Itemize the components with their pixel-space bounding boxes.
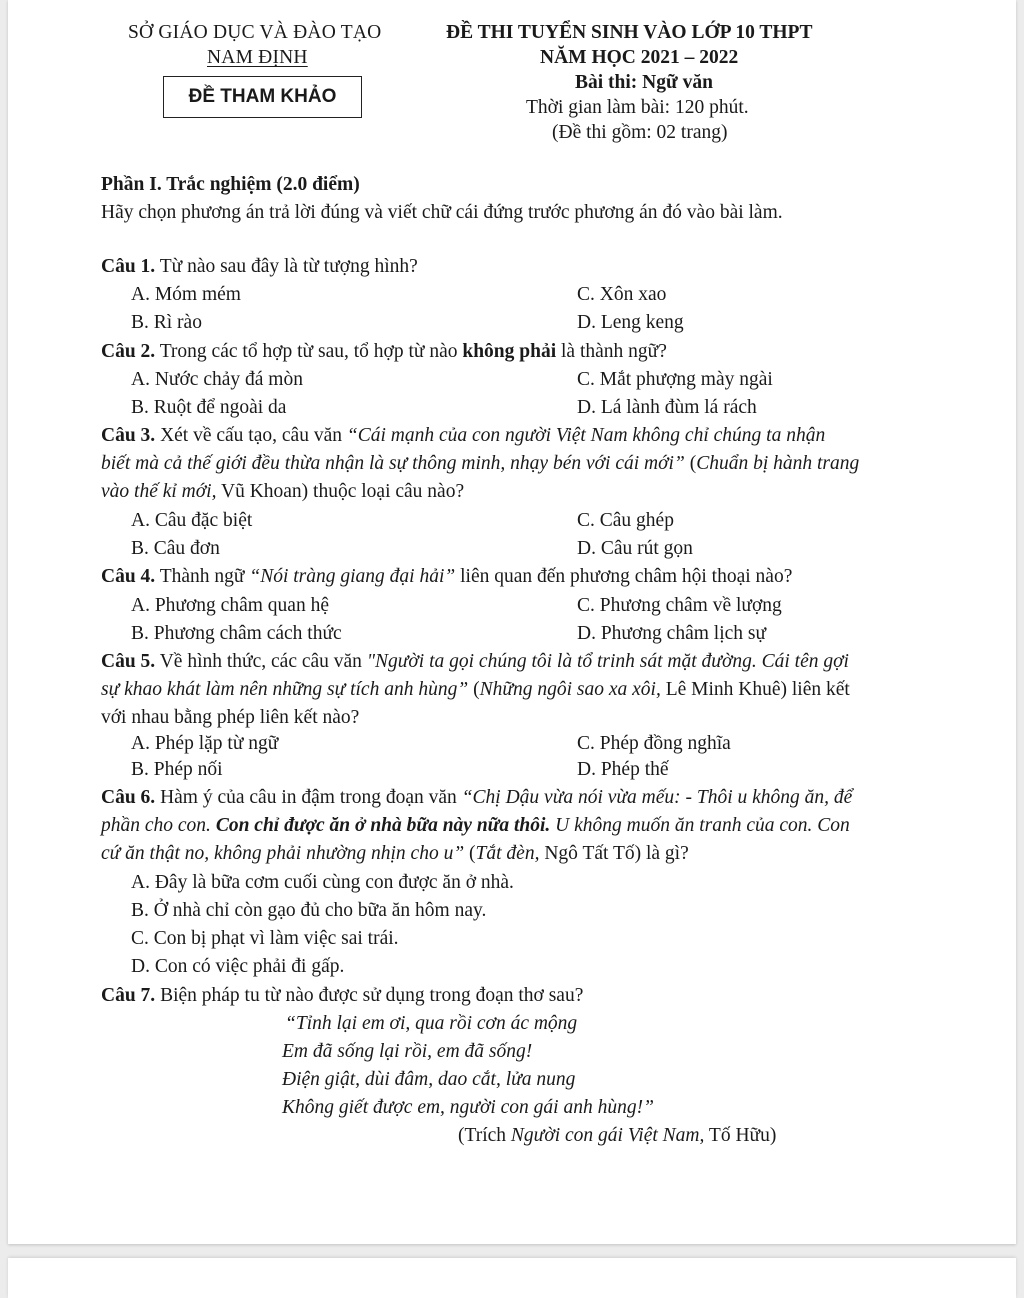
question-label: Câu 5. [101,651,156,672]
school-year: NĂM HỌC 2021 – 2022 [540,47,739,68]
question-text: liên quan đến phương châm hội thoại nào? [455,566,793,587]
q5-option-d: D. Phép thế [577,759,669,780]
question-text: Xét về cấu tạo, câu văn [155,425,347,446]
question-text: Hàm ý của câu in đậm trong đoạn văn [155,787,462,808]
question-text: Từ nào sau đây là từ tượng hình? [155,256,418,277]
q6-option-d: D. Con có việc phải đi gấp. [131,956,345,977]
poem-line: Em đã sống lại rồi, em đã sống! [282,1041,533,1062]
part1-title: Phần I. Trắc nghiệm (2.0 điểm) [101,174,360,195]
source-title: Chuẩn bị hành trang [696,453,860,474]
question-6-line-1 [101,787,852,809]
q4-option-d: D. Phương châm lịch sự [577,623,767,644]
q2-option-d: D. Lá lành đùm lá rách [577,397,757,418]
q5-option-b: B. Phép nối [131,759,223,780]
q1-option-d: D. Leng keng [577,312,684,333]
quoted-passage: phần cho con. [101,815,216,836]
q1-option-a: A. Móm mém [131,284,241,305]
exam-page [8,0,1016,1244]
question-4 [101,566,792,588]
question-text: ( [464,843,476,864]
source-title: Người con gái Việt Nam, [510,1125,705,1146]
question-label: Câu 4. [101,566,156,587]
question-6-line-3 [101,843,689,865]
quoted-passage: U không muốn ăn tranh của con. Con [550,815,850,836]
source-title: Tắt đèn, [475,843,540,864]
question-5-line-2 [101,679,850,701]
question-text: ( [468,679,480,700]
q2-option-a: A. Nước chảy đá mòn [131,369,303,390]
q1-option-c: C. Xôn xao [577,284,667,305]
question-label: Câu 7. [101,985,156,1006]
source-title: vào thế kỉ mới, [101,481,217,502]
question-text: là thành ngữ? [556,341,667,362]
question-text: Vũ Khoan) thuộc loại câu nào? [216,481,465,502]
part1-instruction: Hãy chọn phương án trả lời đúng và viết chữ cái đứng trước phương án đó vào bài làm. [101,202,783,223]
q4-option-b: B. Phương châm cách thức [131,623,342,644]
question-1 [101,256,418,278]
question-3-line-2 [101,453,859,475]
department-name: SỞ GIÁO DỤC VÀ ĐÀO TẠO [128,22,382,43]
q6-option-b: B. Ở nhà chỉ còn gạo đủ cho bữa ăn hôm nay. [131,900,487,921]
q6-option-c: C. Con bị phạt vì làm việc sai trái. [131,928,399,949]
bold-sentence: Con chỉ được ăn ở nhà bữa này nữa thôi. [215,815,551,836]
poem-source [458,1125,776,1147]
q6-option-a: A. Đây là bữa cơm cuối cùng con được ăn ở nhà. [131,872,514,893]
q5-option-a: A. Phép lặp từ ngữ [131,733,279,754]
question-label: Câu 1. [101,256,156,277]
next-page-edge [8,1258,1016,1298]
question-label: Câu 2. [101,341,156,362]
exam-subject: Bài thi: Ngữ văn [575,72,713,93]
q3-option-c: C. Câu ghép [577,510,674,531]
question-text: Lê Minh Khuê) liên kết [660,679,850,700]
poem-line: “Tỉnh lại em ơi, qua rồi cơn ác mộng [285,1013,578,1034]
source-title: Những ngôi sao xa xôi, [479,679,661,700]
question-text: ( [684,453,697,474]
quoted-sentence: "Người ta gọi chúng tôi là tổ trinh sát mặt đường. Cái tên gợi [366,651,849,672]
exam-pages-note: (Đề thi gồm: 02 trang) [552,122,728,143]
q1-option-b: B. Rì rào [131,312,202,333]
question-5-line-1 [101,651,849,673]
q3-option-a: A. Câu đặc biệt [131,510,253,531]
q2-option-c: C. Mắt phượng mày ngài [577,369,773,390]
q4-option-c: C. Phương châm về lượng [577,595,782,616]
question-text: Về hình thức, các câu văn [155,651,367,672]
reference-exam-badge: ĐỀ THAM KHẢO [163,76,362,118]
source-text: (Trích [458,1125,511,1146]
question-text: Thành ngữ [155,566,250,587]
quoted-sentence: “Cái mạnh của con người Việt Nam không chỉ chúng ta nhận [346,425,826,446]
quoted-passage: cứ ăn thật no, không phải nhường nhịn cho u” [101,843,465,864]
question-3-line-1 [101,425,825,447]
poem-line: Điện giật, dùi đâm, dao cắt, lửa nung [282,1069,576,1090]
question-text: Trong các tổ hợp từ sau, tổ hợp từ nào [155,341,463,362]
q3-option-d: D. Câu rút gọn [577,538,693,559]
quoted-sentence: sự khao khát làm nên những sự tích anh hùng” [101,679,469,700]
exam-title: ĐỀ THI TUYỂN SINH VÀO LỚP 10 THPT [446,22,813,43]
q4-option-a: A. Phương châm quan hệ [131,595,329,616]
question-2 [101,341,667,363]
question-label: Câu 3. [101,425,156,446]
question-text: Biện pháp tu từ nào được sử dụng trong đoạn thơ sau? [155,985,584,1006]
question-emphasis: không phải [462,341,557,362]
question-label: Câu 6. [101,787,156,808]
question-text: Ngô Tất Tố) là gì? [539,843,689,864]
q2-option-b: B. Ruột để ngoài da [131,397,287,418]
poem-line: Không giết được em, người con gái anh hùng!” [282,1097,654,1118]
exam-duration: Thời gian làm bài: 120 phút. [526,97,749,118]
q5-option-c: C. Phép đồng nghĩa [577,733,731,754]
quoted-passage: “Chị Dậu vừa nói vừa mếu: - Thôi u không ăn, để [461,787,853,808]
question-6-line-2 [101,815,850,837]
quoted-idiom: “Nói tràng giang đại hải” [249,566,456,587]
question-5-line-3: với nhau bằng phép liên kết nào? [101,707,360,728]
quoted-sentence: biết mà cả thế giới đều thừa nhận là sự thông minh, nhạy bén với cái mới” [101,453,685,474]
province-name: NAM ĐỊNH [207,47,308,68]
question-3-line-3 [101,481,464,503]
q3-option-b: B. Câu đơn [131,538,220,559]
source-text: Tố Hữu) [704,1125,777,1146]
question-7 [101,985,583,1007]
